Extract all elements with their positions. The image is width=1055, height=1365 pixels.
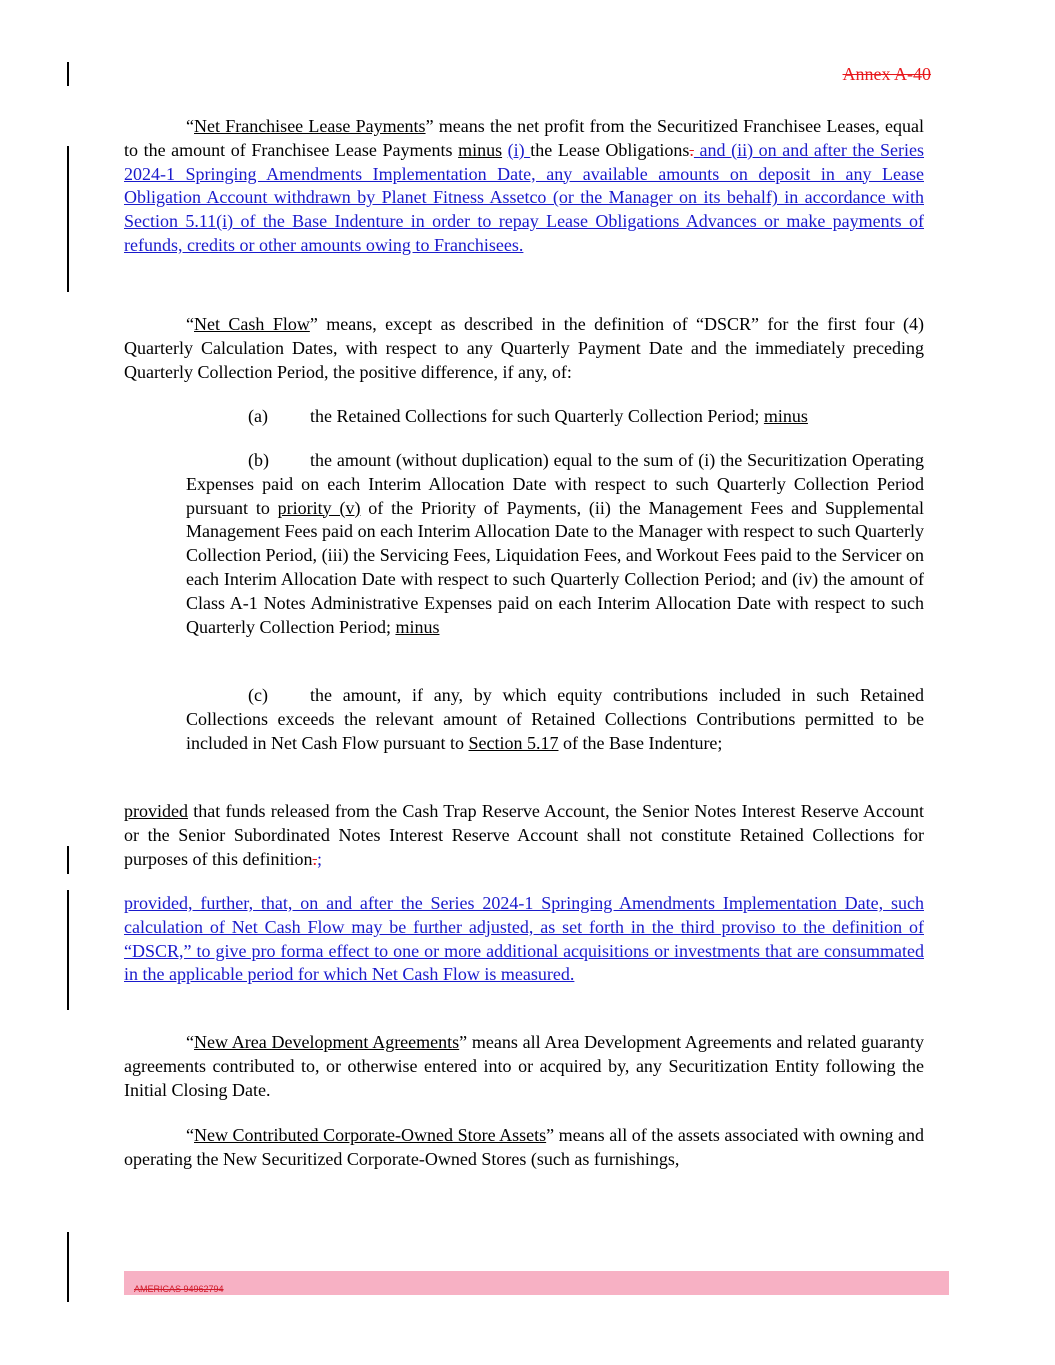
clause-label: (a) xyxy=(248,406,268,426)
inserted-text: provided, further, that, on and after the Series 2024-1 Springing Amendments Implementation Date, such calculation of Net Cash Flow may be further adjusted, as set forth in the third proviso to the definition of “DSCR,” to give pro forma effect to one or more additional acquisitions or investments that are consummated in the applicable period for which Net Cash Flow is measured. xyxy=(124,893,924,985)
defined-term: Net Cash Flow xyxy=(194,314,310,334)
change-bar xyxy=(67,846,69,874)
clause-b: (b) the amount (without duplication) equal to the sum of (i) the Securitization Operating Expenses paid on each Interim Allocation Date with respect to such Quarterly Collection Period pursuant to priority (v) of the Priority of Payments, (ii) the Management Fees and Supplemental Management Fees paid on each Interim Allocation Date to the Manager with respect to such Quarterly Collection Period, (iii) the Servicing Fees, Liquidation Fees, and Workout Fees paid to the Servicer on each Interim Allocation Date with respect to such Quarterly Collection Period; and (iv) the amount of Class A-1 Notes Administrative Expenses paid on each Interim Allocation Date with respect to such Quarterly Collection Period; minus xyxy=(186,450,924,637)
definition-net-franchisee-lease-payments: “Net Franchisee Lease Payments” means the net profit from the Securitized Franchisee Leases, equal to the amount of Franchisee Lease Payments minus (i) the Lease Obligations. and (ii) on and after the Series 2024-1 Springing Amendments Implementation Date, any available amounts on deposit in any Lease Obligation Account withdrawn by Planet Fitness Assetco (or the Manager on its behalf) in accordance with Section 5.11(i) of the Base Indenture in order to repay Lease Obligations Advances or make payments of refunds, credits or other amounts owing to Franchisees. xyxy=(124,116,924,255)
inserted-text: (i) xyxy=(507,139,531,160)
deleted-text: . xyxy=(689,139,694,160)
defined-term: New Area Development Agreements xyxy=(194,1032,460,1052)
clause-label: (c) xyxy=(248,685,268,705)
inserted-text: and (ii) on and after the Series 2024-1 Springing Amendments Implementation Date, any available amounts on deposit in any Lease Obligation Account withdrawn by Planet Fitness Assetco (or the Manager on its behalf) in accordance with Section 5.11(i) of the Base Indenture in order to repay Lease Obligations Advances or make payments of refunds, credits or other amounts owing to Franchisees. xyxy=(124,139,924,255)
deleted-text: . xyxy=(312,848,317,869)
inserted-text: ; xyxy=(316,848,322,869)
clause-a: (a) the Retained Collections for such Quarterly Collection Period; minus xyxy=(248,405,924,429)
definition-new-contributed-corporate-owned-store-assets: “New Contributed Corporate-Owned Store Assets” means all of the assets associated with owning and operating the New Securitized Corporate-Owned Stores (such as furnishings, xyxy=(124,1125,924,1169)
defined-term: New Contributed Corporate-Owned Store Assets xyxy=(194,1125,547,1145)
definition-net-cash-flow: “Net Cash Flow” means, except as described in the definition of “DSCR” for the first four (4) Quarterly Calculation Dates, with respect to any Quarterly Payment Date and the immediately preceding Quarterly Collection Period, the positive difference, if any, of: xyxy=(124,314,925,382)
clause-c: (c) the amount, if any, by which equity contributions included in such Retained Collections exceeds the relevant amount of Retained Collections Contributions permitted to be included in Net Cash Flow pursuant to Section 5.17 of the Base Indenture; xyxy=(186,685,924,753)
footer-doc-id: AMERICAS 94962794 xyxy=(134,1284,224,1294)
change-bar xyxy=(67,1232,69,1302)
clause-label: (b) xyxy=(248,450,269,470)
definition-new-area-development-agreements: “New Area Development Agreements” means all Area Development Agreements and related guaranty agreements contributed to, or otherwise entered into or acquired by, any Securitization Entity following the Initial Closing Date. xyxy=(124,1032,924,1100)
annex-label: Annex A-40 xyxy=(842,64,931,84)
change-bar xyxy=(67,890,69,1010)
proviso: provided that funds released from the Cash Trap Reserve Account, the Senior Notes Interest Reserve Account or the Senior Subordinated Notes Interest Reserve Account shall not constitute Retained Collections for purposes of this definition.; xyxy=(124,801,924,869)
defined-term: Net Franchisee Lease Payments xyxy=(194,116,426,136)
footer-bar xyxy=(124,1271,949,1295)
change-bar xyxy=(67,62,69,86)
change-bar xyxy=(67,146,69,292)
proviso-further xyxy=(124,892,924,987)
